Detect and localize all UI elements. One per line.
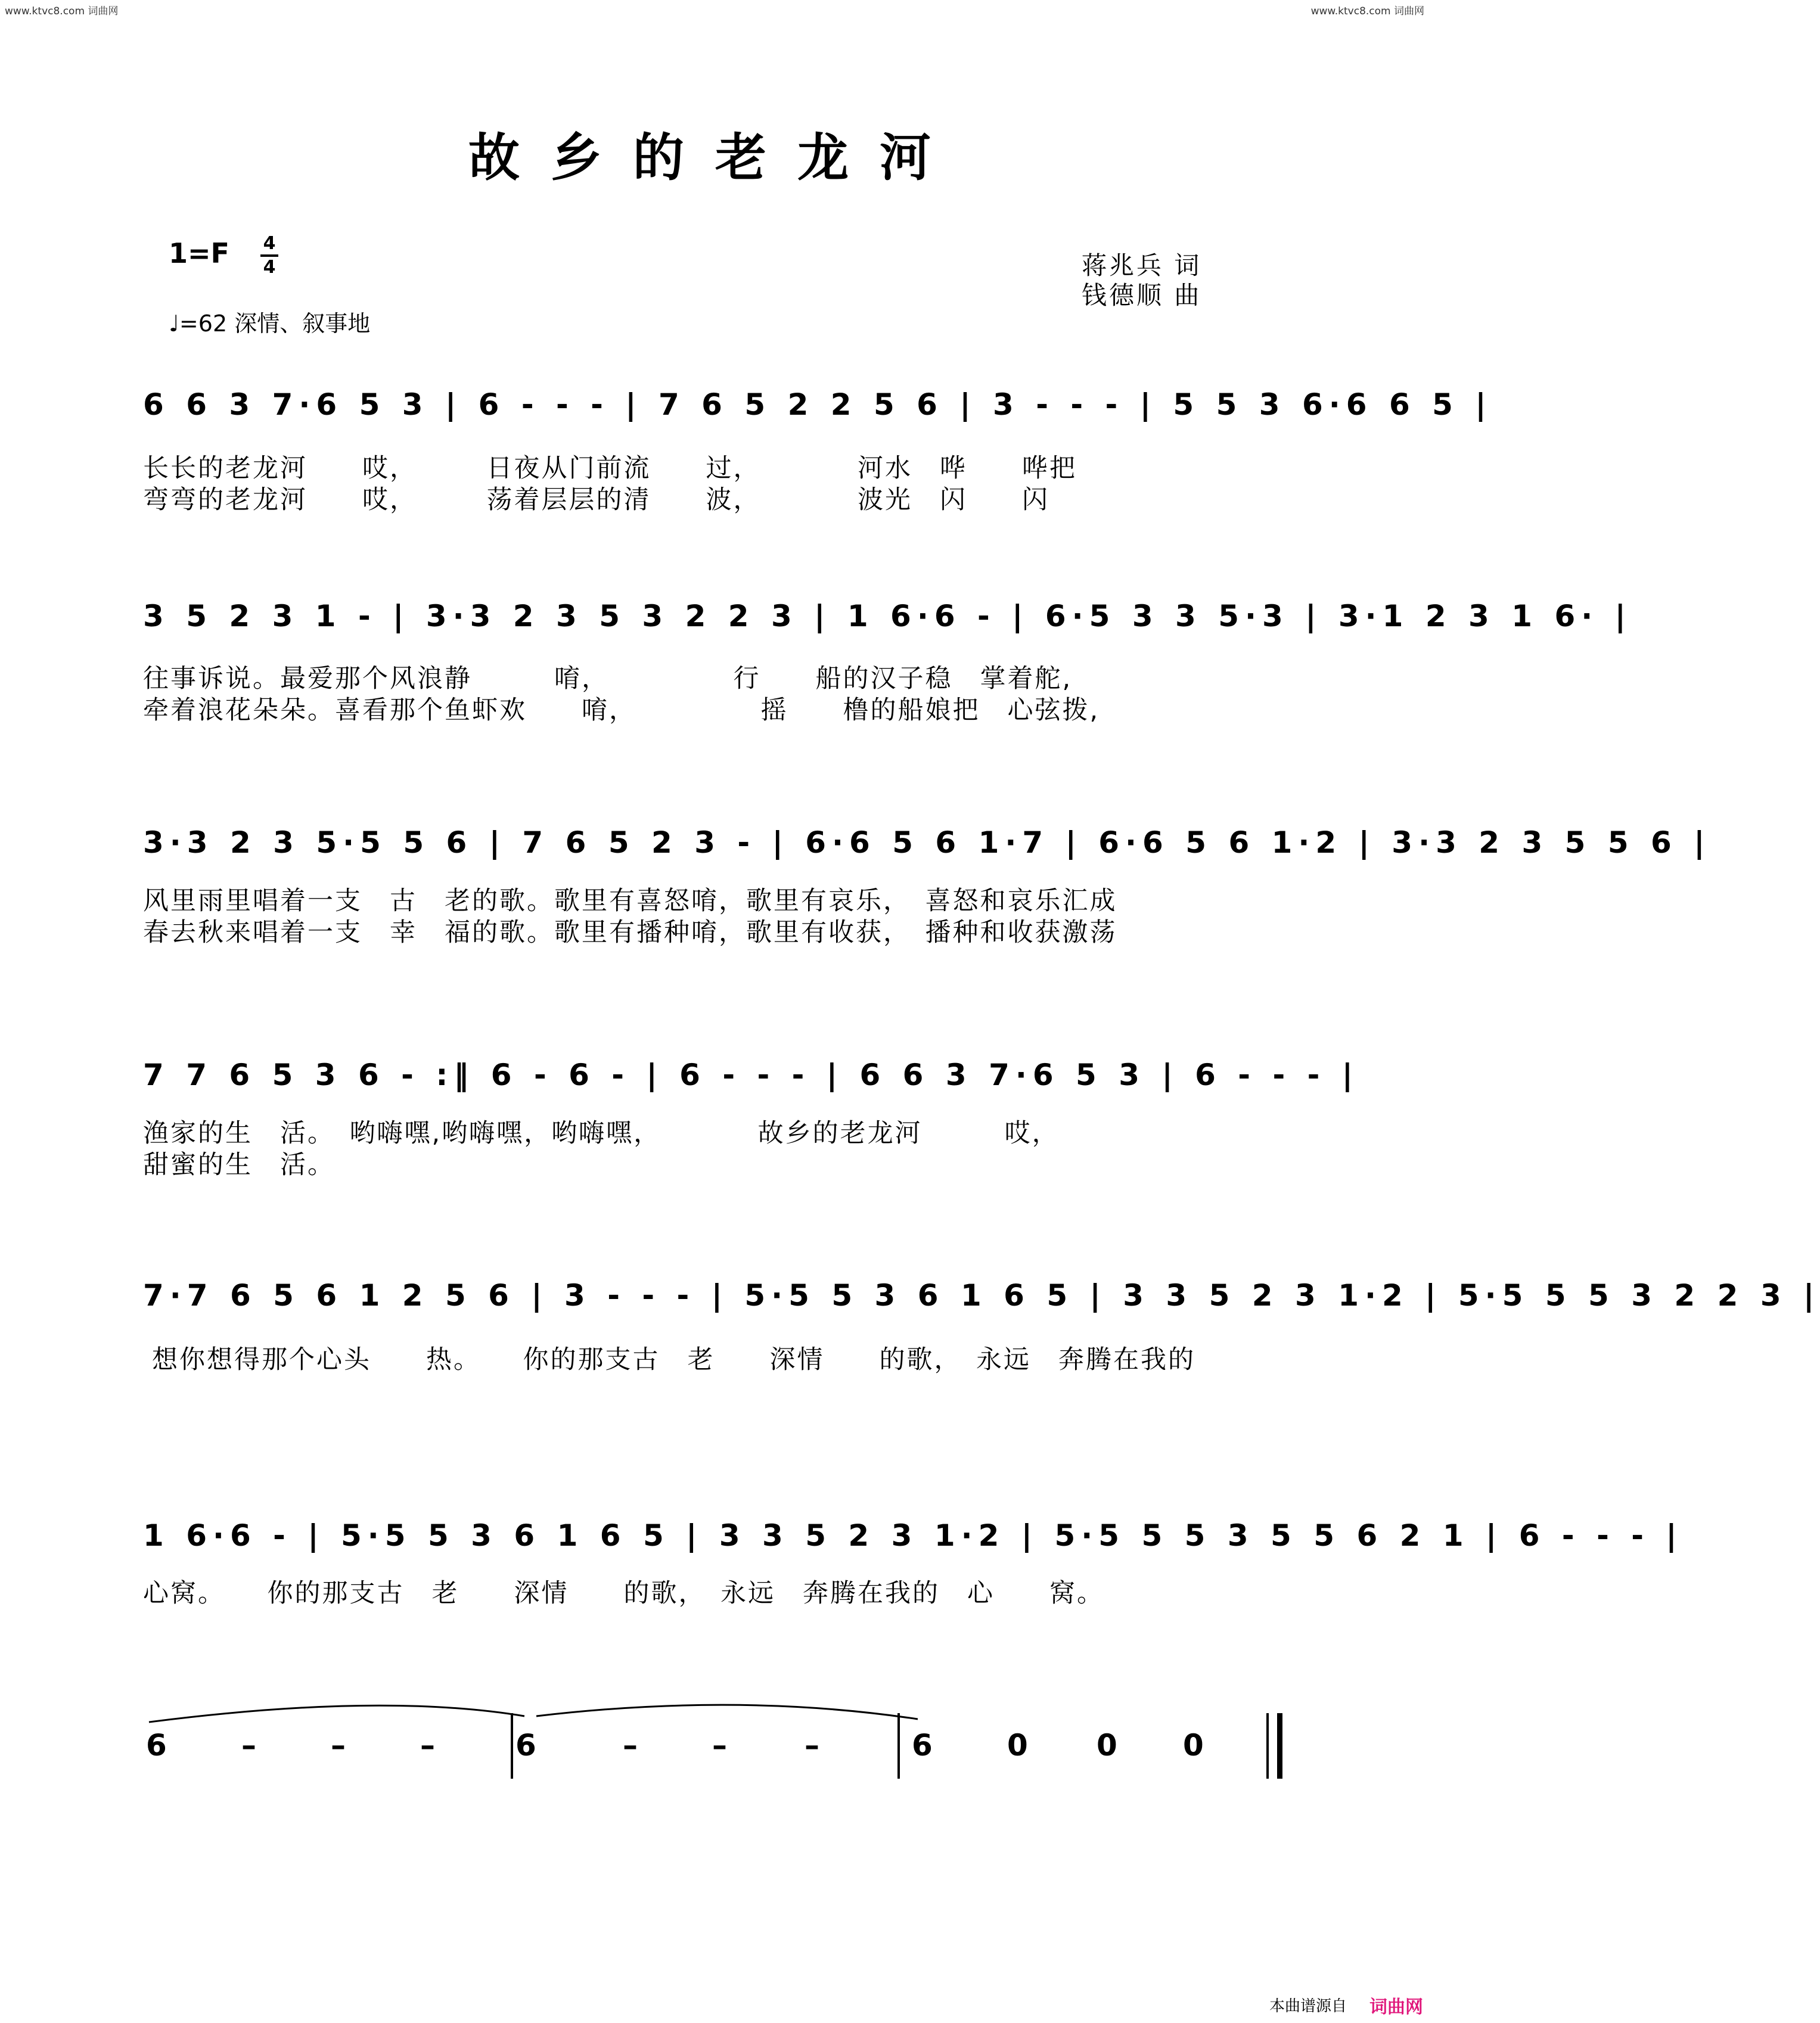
site-watermark-right: www.ktvc8.com 词曲网 (1310, 5, 1424, 17)
lyrics-line-3-verse-2: 春去秋来唱着一支 幸 福的歌。歌里有播种唷，歌里有收获， 播种和收获激荡 (143, 918, 1117, 947)
notation-line-2: 3 5 2 3 1 - | 3·3 2 3 5 3 2 2 3 | 1 6·6 - | 6·5 3 3 5·3 | 3·1 2 3 1 6· | (143, 599, 1632, 633)
lyrics-line-2-verse-2: 牵着浪花朵朵。喜看那个鱼虾欢 唷， 摇 橹的船娘把 心弦拨, (143, 695, 1100, 725)
final-note-10: 0 (1007, 1728, 1028, 1763)
notation-line-1: 6 6 3 7·6 5 3 | 6 - - - | 7 6 5 2 2 5 6 | 3 - - - | 5 5 3 6·6 6 5 | (143, 387, 1492, 422)
final-note-8: – (805, 1728, 819, 1763)
final-note-1: 6 (146, 1728, 167, 1763)
lyrics-line-1-verse-2: 弯弯的老龙河 哎， 荡着层层的清 波， 波光 闪 闪 (143, 485, 1049, 515)
lyrics-line-2-verse-1: 往事诉说。最爱那个风浪静 唷， 行 船的汉子稳 掌着舵, (143, 664, 1073, 694)
barline (511, 1713, 513, 1779)
notation-line-3: 3·3 2 3 5·5 5 6 | 7 6 5 2 3 - | 6·6 5 6 1·7 | 6·6 5 6 1·2 | 3·3 2 3 5 5 6 | (143, 825, 1711, 860)
lyrics-line-5-verse-1: 想你想得那个心头 热。 你的那支古 老 深情 的歌， 永远 奔腾在我的 (152, 1345, 1195, 1375)
lyrics-line-4-verse-2: 甜蜜的生 活。 (143, 1150, 335, 1180)
notation-line-6: 1 6·6 - | 5·5 5 3 6 1 6 5 | 3 3 5 2 3 1·2 | 5·5 5 5 3 5 5 6 2 1 | 6 - - - | (143, 1518, 1683, 1553)
time-signature (260, 234, 278, 278)
barline (897, 1713, 900, 1779)
composer-credit: 钱德顺 曲 (1082, 281, 1202, 310)
lyrics-line-1-verse-1: 长长的老龙河 哎， 日夜从门前流 过， 河水 哗 哗把 (143, 453, 1077, 483)
final-note-2: – (241, 1728, 256, 1763)
final-note-9: 6 (912, 1728, 933, 1763)
final-note-12: 0 (1183, 1728, 1204, 1763)
notation-line-5: 7·7 6 5 6 1 2 5 6 | 3 - - - | 5·5 5 3 6 1 6 5 | 3 3 5 2 3 1·2 | 5·5 5 5 3 2 2 3 | (143, 1278, 1820, 1313)
lyrics-line-4-verse-1: 渔家的生 活。 哟嗨嘿,哟嗨嘿，哟嗨嘿， 故乡的老龙河 哎， (143, 1118, 1060, 1148)
final-note-4: – (420, 1728, 435, 1763)
notation-line-4: 7 7 6 5 3 6 - :‖ 6 - 6 - | 6 - - - | 6 6 3 7·6 5 3 | 6 - - - | (143, 1058, 1359, 1092)
footer-source: 本曲谱源自 (1269, 1997, 1347, 2015)
lyricist-credit: 蒋兆兵 词 (1082, 251, 1202, 280)
final-note-6: – (623, 1728, 638, 1763)
footer-logo: 词曲网 (1369, 1997, 1423, 2018)
final-barline-thick (1277, 1713, 1282, 1779)
meter-top: 4 (263, 233, 276, 254)
key-signature: 1=F (169, 237, 229, 269)
song-title: 故乡的老龙河 (468, 128, 962, 188)
lyrics-line-6-verse-1: 心窝。 你的那支古 老 深情 的歌， 永远 奔腾在我的 心 窝。 (143, 1578, 1104, 1608)
final-barline-thin (1266, 1713, 1269, 1779)
final-note-7: – (712, 1728, 727, 1763)
site-watermark-left: www.ktvc8.com 词曲网 (5, 5, 119, 17)
final-note-3: – (331, 1728, 346, 1763)
tempo-marking: ♩=62 深情、叙事地 (169, 310, 371, 337)
meter-bottom: 4 (263, 257, 276, 278)
final-note-5: 6 (515, 1728, 536, 1763)
final-note-11: 0 (1097, 1728, 1117, 1763)
lyrics-line-3-verse-1: 风里雨里唱着一支 古 老的歌。歌里有喜怒唷，歌里有哀乐， 喜怒和哀乐汇成 (143, 886, 1117, 916)
